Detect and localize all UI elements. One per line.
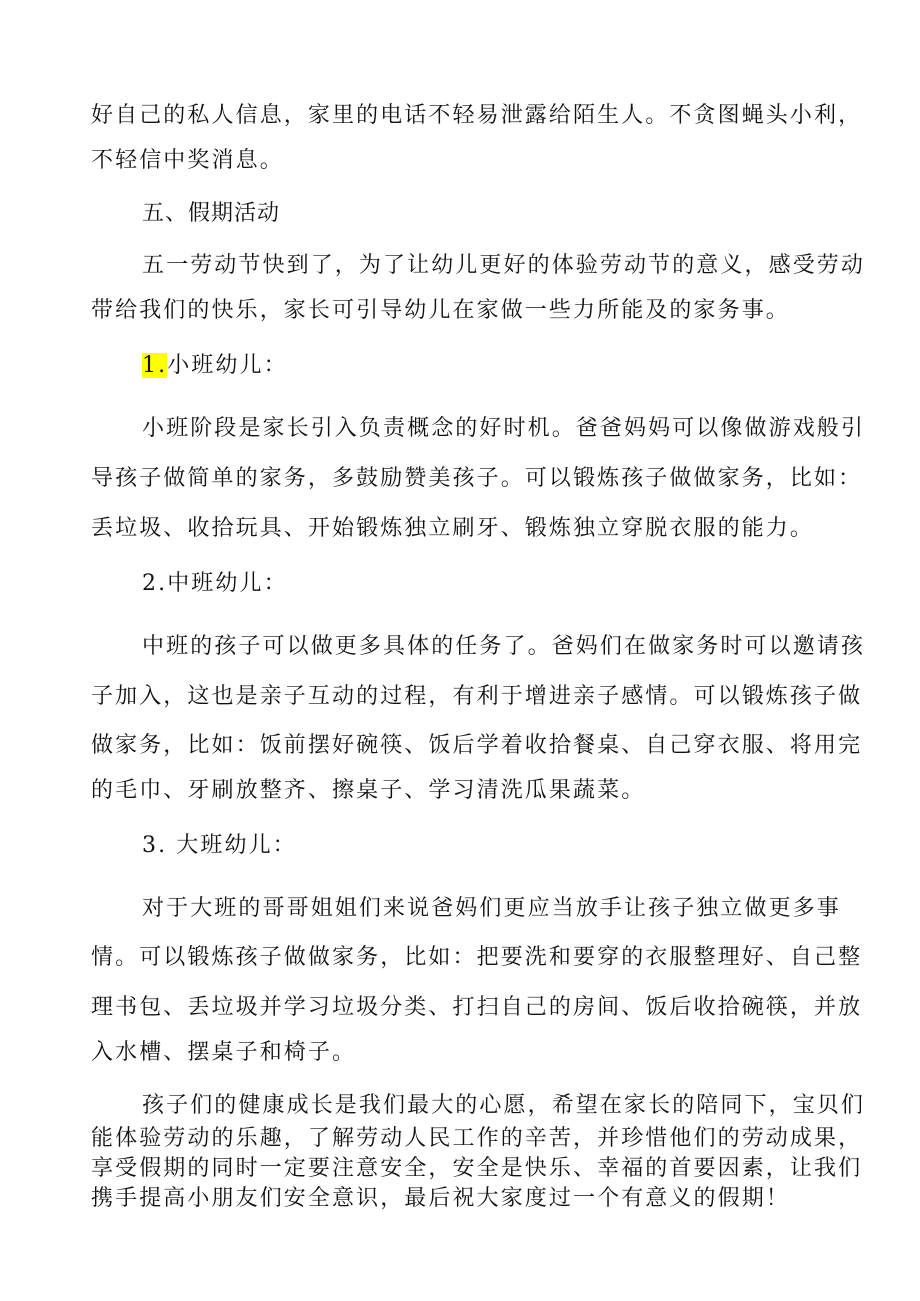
paragraph-line: 小班阶段是家长引入负责概念的好时机。爸爸妈妈可以像做游戏般引 — [142, 416, 866, 441]
paragraph-line: 子加入，这也是亲子互动的过程，有利于增进亲子感情。可以锻炼孩子做 — [91, 684, 863, 709]
subsection-title-text: 小班幼儿： — [167, 353, 288, 378]
subsection-title: 2.中班幼儿： — [142, 571, 288, 596]
paragraph-line: 做家务，比如：饭前摆好碗筷、饭后学着收拾餐桌、自己穿衣服、将用完 — [91, 733, 863, 758]
paragraph-line: 导孩子做简单的家务，多鼓励赞美孩子。可以锻炼孩子做做家务，比如： — [91, 466, 863, 491]
paragraph-line: 的毛巾、牙刷放整齐、擦桌子、学习清洗瓜果蔬菜。 — [91, 778, 646, 803]
paragraph-line: 携手提高小朋友们安全意识，最后祝大家度过一个有意义的假期！ — [91, 1186, 790, 1211]
subsection-title: 3. 大班幼儿： — [142, 833, 297, 858]
section-heading: 五、假期活动 — [142, 201, 281, 226]
highlighted-number: 1. — [142, 353, 168, 378]
subsection-title — [142, 351, 288, 381]
paragraph-line: 不轻信中奖消息。 — [91, 148, 284, 173]
paragraph-line: 好自己的私人信息，家里的电话不轻易泄露给陌生人。不贪图蝇头小利， — [91, 103, 863, 128]
paragraph-line: 享受假期的同时一定要注意安全，安全是快乐、幸福的首要因素，让我们 — [91, 1156, 863, 1181]
paragraph-line: 理书包、丢垃圾并学习垃圾分类、打扫自己的房间、饭后收拾碗筷，并放 — [91, 995, 863, 1020]
paragraph-line: 情。可以锻炼孩子做做家务，比如：把要洗和要穿的衣服整理好、自己整 — [91, 945, 863, 970]
paragraph-line: 对于大班的哥哥姐姐们来说爸妈们更应当放手让孩子独立做更多事 — [142, 896, 841, 921]
paragraph-line: 带给我们的快乐，家长可引导幼儿在家做一些力所能及的家务事。 — [91, 298, 790, 323]
paragraph-line: 五一劳动节快到了，为了让幼儿更好的体验劳动节的意义，感受劳动 — [142, 253, 866, 278]
paragraph-line: 能体验劳动的乐趣，了解劳动人民工作的辛苦，并珍惜他们的劳动成果， — [91, 1126, 863, 1151]
paragraph-line: 入水槽、摆桌子和椅子。 — [91, 1040, 357, 1065]
paragraph-line: 孩子们的健康成长是我们最大的心愿，希望在家长的陪同下，宝贝们 — [142, 1093, 866, 1118]
paragraph-line: 中班的孩子可以做更多具体的任务了。爸妈们在做家务时可以邀请孩 — [142, 634, 866, 659]
paragraph-line: 丢垃圾、收拾玩具、开始锻炼独立刷牙、锻炼独立穿脱衣服的能力。 — [91, 516, 815, 541]
